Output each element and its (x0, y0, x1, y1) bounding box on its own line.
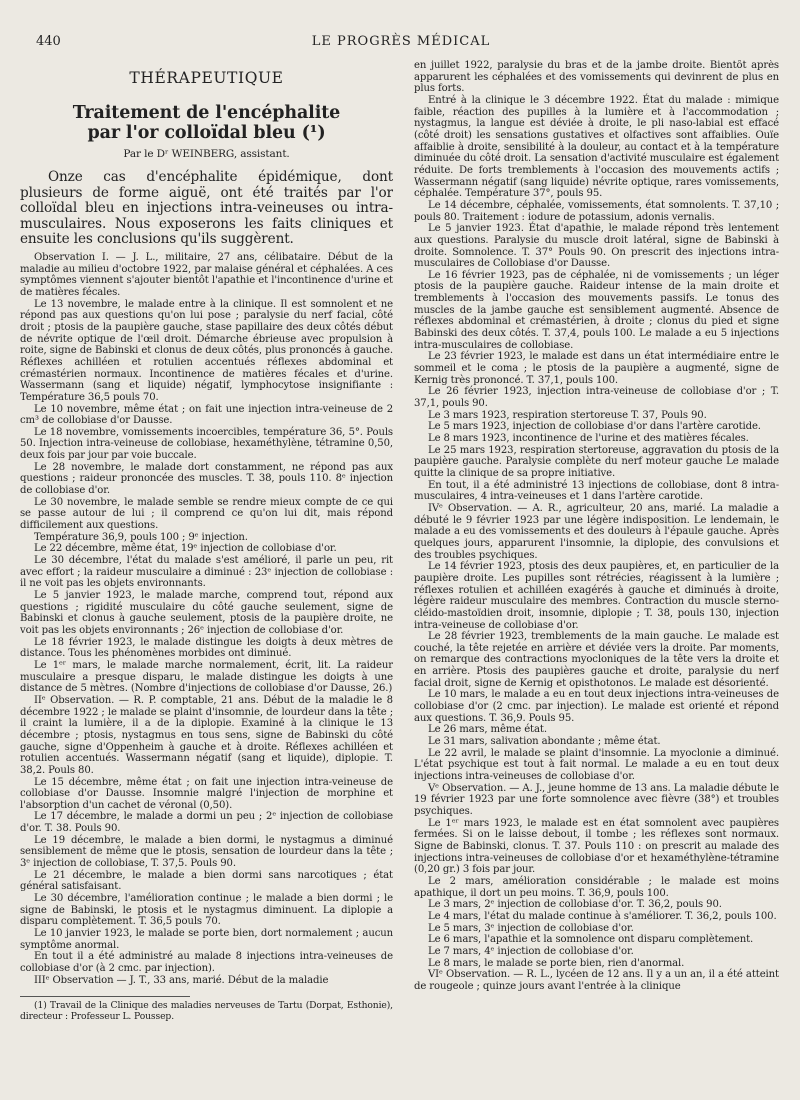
paragraph: Le 19 décembre, le malade a bien dormi, le nystagmus a diminué sensiblement de même que le ptosis, sensation de lourdeur dans la tête ; 3ᵉ injection de collobiase, T. 37,5. Pouls 90. (20, 834, 393, 870)
article-title-line-2: par l'or colloïdal bleu (¹) (87, 123, 326, 143)
paragraph: Le 16 février 1923, pas de céphalée, ni de vomissements ; un léger ptosis de la paupière gauche. Raideur intense de la main droite et tremblements à l'occasion des mouvements passifs. Le tonus des muscles de la jambe gauche est sensiblement augmenté. Absence de réflexes abdominal et crémastérien, à droite ; clonus du pied et signe Babinski des deux côtés. T. 37,4, pouls 100. Le malade a eu 5 injections intra-musculaires de collobiase. (414, 269, 779, 351)
running-header (36, 34, 766, 52)
footnote-rule (20, 996, 190, 997)
intro-paragraph: Onze cas d'encéphalite épidémique, dont plusieurs de forme aiguë, ont été traités par l'or colloïdal bleu en injections intra-veineuses ou intra-musculaires. Nous exposerons les faits cliniques et ensuite les conclusions qu'ils suggèrent. (20, 169, 393, 248)
paragraph: Le 21 décembre, le malade a bien dormi sans narcotiques ; état général satisfaisant. (20, 869, 393, 893)
observation-1-heading: Observation I. — J. L., militaire, 27 ans, célibataire. Début de la maladie au milieu d'octobre 1922, par malaise général et céphalées. A ces symptômes viennent s'ajouter bientôt l'apathie et l'incontinence d'urine et de matières fécales. (20, 251, 393, 298)
paragraph: Le 22 avril, le malade se plaint d'insomnie. La myoclonie a diminué. L'état psychique est tout à fait normal. Le malade a eu en tout deux injections intra-veineuses de collobiase d'or. (414, 747, 779, 783)
paragraph: Le 6 mars, l'apathie et la somnolence ont disparu complètement. (428, 934, 754, 946)
paragraph: Le 30 novembre, le malade semble se rendre mieux compte de ce qui se passe autour de lui ; il comprend ce qu'on lui dit, mais répond difficilement aux questions. (20, 496, 393, 532)
paragraph: Le 5 janvier 1923, le malade marche, comprend tout, répond aux questions ; rigidité musculaire du côté gauche seulement, signe de Babinski et clonus à gauche seulement, ptosis de la paupière droite, ne voit pas les objets environnants ; 26ᵉ injection de collobiase d'or. (20, 590, 393, 636)
paragraph: En tout, il a été administré 13 injections de collobiase, dont 8 intra-musculaires, 4 intra-veineuses et 1 dans l'artère carotide. (414, 479, 779, 503)
section-heading: THÉRAPEUTIQUE (129, 69, 284, 87)
paragraph: Le 14 février 1923, ptosis des deux paupières, et, en particulier de la paupière droite. Les pupilles sont rétrécies, réagissent à la lumière ; réflexes rotulien et achilléen exagérés à gauche et diminués à droite, légère raideur musculaire des membres. Contraction du muscle sterno-cléido-mastoïdien droit, insomnie, diplopie ; T. 38, pouls 130, injection intra-veineuse de collobiase d'or. (414, 561, 779, 631)
observation-4-heading: IVᵉ Observation. — A. R., agriculteur, 20 ans, marié. La maladie a débuté le 9 février 1923 par une légère indisposition. Le lendemain, le malade a eu des vomissements et des douleurs à l'épaule gauche. Après quelques jours, apparurent l'insomnie, la diplopie, des convulsions et des troubles psychiques. (414, 502, 779, 561)
paragraph: Le 10 mars, le malade a eu en tout deux injections intra-veineuses de collobiase d'or (2 cmc. par injection). Le malade est orienté et répond aux questions. T. 36,9. Pouls 95. (414, 689, 779, 724)
paragraph: Le 10 novembre, même état ; on fait une injection intra-veineuse de 2 cm³ de collobiase d'or Dausse. (20, 403, 393, 427)
paragraph: Le 5 janvier 1923. État d'apathie, le malade répond très lentement aux questions. Paralysie du muscle droit latéral, signe de Babinski à droite. Somnolence. T. 37° Pouls 90. On prescrit des injections intra-musculaires de Collobiase d'or Dausse. (414, 223, 779, 270)
paragraph: Le 5 mars 1923, injection de collobiase d'or dans l'artère carotide. (428, 421, 761, 433)
article-title-line-1: Traitement de l'encéphalite (72, 103, 341, 123)
paragraph: Le 17 décembre, le malade a dormi un peu ; 2ᵉ injection de collobiase d'or. T. 38. Pouls 90. (20, 811, 393, 835)
paragraph: Le 13 novembre, le malade entre à la clinique. Il est somnolent et ne répond pas aux questions qu'on lui pose ; paralysie du nerf facial, côté droit ; ptosis de la paupière gauche, stase papillaire des deux côtés début de névrite optique de l'œil droit. Démarche ébrieuse avec propulsion à roite, signe de Babinski et clonus de deux côtés, plus prononcés à gauche. Réflexes achilléen et rotulien accentués réflexes abdominal et crémastérien normaux. Incontinence de matières fécales et d'urine. Wassermann (sang et liquide) négatif, lymphocytose insignifiante : Température 36,5 pouls 70. (20, 298, 393, 403)
observation-2-heading: IIᵉ Observation. — R. P. comptable, 21 ans. Début de la maladie le 8 décembre 1922 ; le malade se plaint d'insomnie, de lourdeur dans la tête ; il craint la lumière, il a de la diplopie. Examiné à la clinique le 13 décembre ; ptosis, nystagmus en tous sens, signe de Babinski du côté gauche, signe d'Oppenheim à gauche et à droite. Réflexes achilléen et rotulien accentués. Wassermann négatif (sang et liquide), diplopie. T. 38,2. Pouls 80. (20, 694, 393, 776)
paragraph: Entré à la clinique le 3 décembre 1922. État du malade : mimique faible, réaction des pupilles à la lumière et à l'accommodation ; nystagmus, la langue est déviée à droite, le pli naso-labial est effacé (côté droit) les sensations gustatives et olfactives sont affaiblies. Ouïe affaiblie à droite, sensibilité à la douleur, au contact et à la température diminuée du côté droit. La sensation d'activité musculaire est également réduite. De forts tremblements à l'occasion des mouvements actifs ; Wassermann négatif (sang liquide) névrite optique, rares vomissements, céphalée. Température 37°, pouls 95. (414, 94, 779, 200)
paragraph: Le 8 mars 1923, incontinence de l'urine et des matières fécales. (428, 433, 749, 444)
paragraph: Le 23 février 1923, le malade est dans un état intermédiaire entre le sommeil et le coma ; le ptosis de la paupière a augmenté, signe de Kernig très prononcé. T. 37,1, pouls 100. (414, 351, 779, 386)
paragraph: Le 1ᵉʳ mars, le malade marche normalement, écrit, lit. La raideur musculaire a presque disparu, le malade distingue les doigts à une distance de 5 mètres. (Nombre d'injections de collobiase d'or Dausse, 26.) (20, 659, 393, 695)
left-column (20, 60, 393, 1090)
observation-3-heading: IIIᵉ Observation — J. T., 33 ans, marié. Début de la maladie (34, 974, 329, 986)
journal-title: LE PROGRÈS MÉDICAL (311, 34, 491, 49)
paragraph: Le 26 février 1923, injection intra-veineuse de collobiase d'or ; T. 37,1, pouls 90. (414, 386, 779, 410)
paragraph: Le 2 mars, amélioration considérable ; le malade est moins apathique, il dort un peu moins. T. 36,9, pouls 100. (414, 875, 779, 899)
paragraph: En tout il a été administré au malade 8 injections intra-veineuses de collobiase d'or (à 2 cmc. par injection). (20, 951, 393, 974)
paragraph: Le 30 décembre, l'amélioration continue ; le malade a bien dormi ; le signe de Babinski, le ptosis et le nystagmus diminuent. La diplopie a disparu complètement. T. 36,5 pouls 70. (20, 893, 393, 928)
paragraph: Le 30 décembre, l'état du malade s'est amélioré, il parle un peu, rit avec effort ; la raideur musculaire a diminué : 23ᵉ injection de collobiase : il ne voit pas les objets environnants. (20, 555, 393, 590)
paragraph: Le 25 mars 1923, respiration stertoreuse, aggravation du ptosis de la paupière gauche. Paralysie complète du nerf moteur gauche Le malade quitte la clinique de sa propre initiative. (414, 444, 779, 479)
observation-6-heading: VIᵉ Observation. — R. L., lycéen de 12 ans. Il y a un an, il a été atteint de rougeole ; quinze jours avant l'entrée à la clinique (414, 969, 779, 992)
right-column (414, 60, 779, 1100)
paragraph: Le 26 mars, même état. (428, 724, 547, 736)
paragraph: Le 28 février 1923, tremblements de la main gauche. Le malade est couché, la tête rejetée en arrière et déviée vers la droite. Par moments, on remarque des contractions myocloniques de la tête vers la droite et en arrière. Ptosis des paupières gauche et droite, paralysie du nerf facial droit, signe de Kernig et opisthotonos. Le malade est désorienté. (414, 631, 779, 689)
page-number: 440 (36, 34, 61, 49)
paragraph: Le 3 mars 1923, respiration stertoreuse T. 37, Pouls 90. (428, 409, 707, 421)
paragraph: Le 7 mars, 4ᵉ injection de collobiase d'or. (428, 945, 634, 957)
paragraph: Le 18 novembre, vomissements incoercibles, température 36, 5°. Pouls 50. Injection intra-veineuse de collobiase, hexaméthylène, tétramine 0,50, deux fois par jour par voie buccale. (20, 426, 393, 462)
paragraph: Le 8 mars, le malade se porte bien, rien d'anormal. (428, 957, 685, 969)
paragraph: Le 10 janvier 1923, le malade se porte bien, dort normalement ; aucun symptôme anormal. (20, 928, 393, 951)
observation-5-heading: Vᵉ Observation. — A. J., jeune homme de 13 ans. La maladie débute le 19 février 1923 par une forte somnolence avec fièvre (38°) et troubles psychiques. (414, 782, 779, 817)
paragraph: Le 31 mars, salivation abondante ; même état. (428, 736, 661, 748)
paragraph: Le 18 février 1923, le malade distingue les doigts à deux mètres de distance. Tous les phénomènes morbides ont diminué. (20, 636, 393, 660)
paragraph: Température 36,9, pouls 100 ; 9ᵉ injection. (34, 531, 248, 543)
paragraph: Le 4 mars, l'état du malade continue à s'améliorer. T. 36,2, pouls 100. (428, 910, 777, 922)
article-author: Par le Dʳ WEINBERG, assistant. (123, 148, 290, 160)
paragraph: Le 1ᵉʳ mars 1923, le malade est en état somnolent avec paupières fermées. Si on le laisse debout, il tombe ; les réflexes sont normaux. Signe de Babinski, clonus. T. 37. Pouls 110 : on prescrit au malade des injections intra-veineuses de collobiase d'or et hexaméthylène-tétramine (0,20 gr.) 3 fois par jour. (414, 817, 779, 876)
paragraph: Le 15 décembre, même état ; on fait une injection intra-veineuse de collobiase d'or Dausse. Insomnie malgré l'injection de morphine et l'absorption d'un cachet de véronal (0,50). (20, 776, 393, 811)
footnote: (1) Travail de la Clinique des maladies nerveuses de Tartu (Dorpat, Esthonie), directeur : Professeur L. Poussep. (20, 1000, 393, 1023)
paragraph: en juillet 1922, paralysie du bras et de la jambe droite. Bientôt après apparurent les céphalées et des vomissements qui devinrent de plus en plus forts. (414, 60, 779, 95)
paragraph: Le 3 mars, 2ᵉ injection de collobiase d'or. T. 36,2, pouls 90. (428, 899, 722, 911)
paragraph: Le 28 novembre, le malade dort constamment, ne répond pas aux questions ; raideur prononcée des muscles. T. 38, pouls 110. 8ᵉ injection de collobiase d'or. (20, 461, 393, 497)
paragraph: Le 22 décembre, même état, 19ᵉ injection de collobiase d'or. (34, 543, 337, 555)
paragraph: Le 14 décembre, céphalée, vomissements, état somnolents. T. 37,10 ; pouls 80. Traitement : iodure de potassium, adonis vernalis. (414, 199, 779, 223)
paragraph: Le 5 mars, 3ᵉ injection de collobiase d'or. (428, 922, 634, 934)
